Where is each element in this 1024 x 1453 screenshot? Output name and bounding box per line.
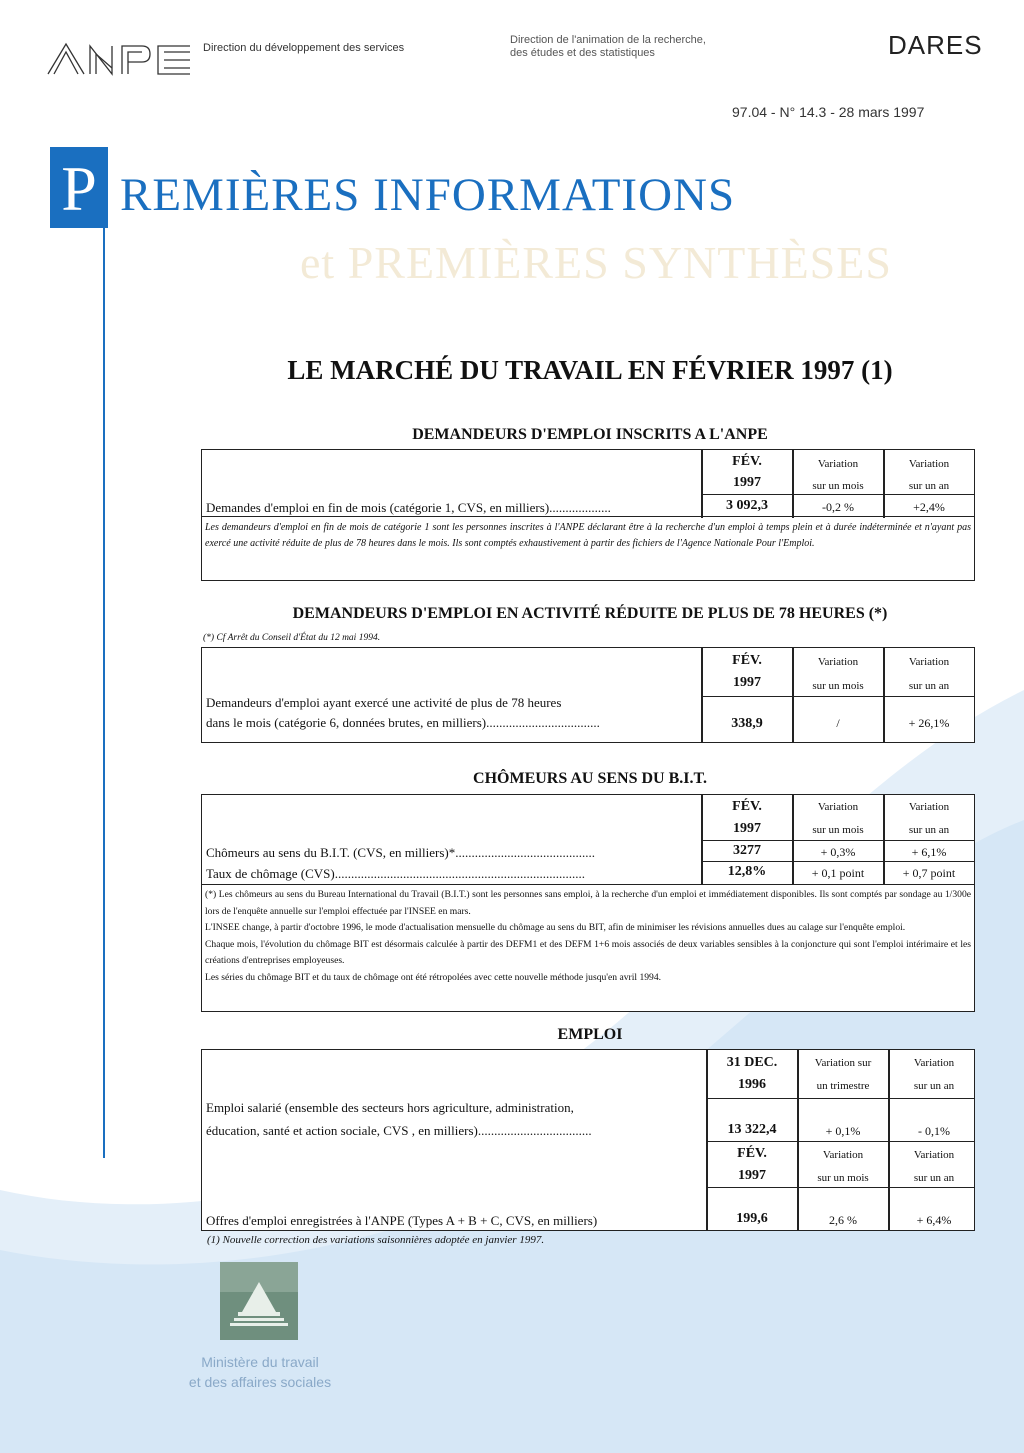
s2-col-var2-l2: sur un an bbox=[908, 680, 950, 692]
s4a-col-var2-l2: sur un an bbox=[913, 1080, 955, 1092]
s4a-row-value: 13 322,4 bbox=[727, 1122, 777, 1137]
s1-note: Les demandeurs d'emploi en fin de mois de catégorie 1 sont les personnes inscrites à l'ANPE déclarant être à la recherche d'un emploi à temps plein et à durée indéterminée et n'ayant pas exercé une activité réduite de plus de 78 heures dans le mois. Ils sont comptés exhaustivement à partir des fichiers de l'Agence Nationale Pour l'Emploi. bbox=[205, 522, 971, 549]
section4-table bbox=[201, 1049, 975, 1231]
s4a-col-var1-l2: un trimestre bbox=[816, 1080, 870, 1092]
anpe-logo bbox=[46, 40, 192, 78]
s4b-col-var1-l1: Variation bbox=[822, 1149, 864, 1161]
section2-title: DEMANDEURS D'EMPLOI EN ACTIVITÉ RÉDUITE DE PLUS DE 78 HEURES (*) bbox=[292, 605, 888, 622]
s1-row-var-year: +2,4% bbox=[913, 500, 945, 514]
masthead-initial-block: P bbox=[50, 147, 108, 228]
section1-table bbox=[201, 449, 975, 581]
s2-col-period-l2: 1997 bbox=[733, 675, 761, 690]
s3-col-var2-l2: sur un an bbox=[908, 824, 950, 836]
s3-col-var1-l2: sur un mois bbox=[812, 824, 864, 836]
section4-title: EMPLOI bbox=[557, 1026, 623, 1043]
dares-division-line2: des études et des statistiques bbox=[510, 47, 655, 59]
masthead-subtitle: et PREMIÈRES SYNTHÈSES bbox=[300, 237, 892, 288]
s3-row2-var-month: + 0,1 point bbox=[811, 866, 865, 880]
s4b-row-var2: + 6,4% bbox=[916, 1213, 952, 1227]
anpe-division: Direction du développement des services bbox=[203, 42, 405, 54]
s1-col-period-l2: 1997 bbox=[733, 475, 761, 490]
s4b-row-value: 199,6 bbox=[736, 1211, 768, 1226]
s3-note-l1: (*) Les chômeurs au sens du Bureau International du Travail (B.I.T.) sont les personnes sans emploi, à la recherche d'un emploi et immédiatement disponibles. Ils sont comptés par sondage au 1/300e lors de l'enquête annuelle sur l'emploi effectuée par l'INSEE en mars. bbox=[205, 889, 971, 917]
s2-row-label-l1: Demandeurs d'emploi ayant exercé une activité de plus de 78 heures bbox=[206, 695, 562, 710]
s4a-row-var1: + 0,1% bbox=[825, 1124, 861, 1138]
s3-row1-var-month: + 0,3% bbox=[820, 845, 856, 859]
s4a-row-label-l1: Emploi salarié (ensemble des secteurs hors agriculture, administration, bbox=[206, 1100, 574, 1115]
dares-division-line1: Direction de l'animation de la recherche, bbox=[510, 34, 706, 46]
s3-row2-value: 12,8% bbox=[727, 864, 767, 879]
s1-col-var2-l2: sur un an bbox=[908, 480, 950, 492]
ministry-name bbox=[160, 1352, 360, 1392]
s3-row2-label: Taux de chômage (CVS)............................................................................. bbox=[206, 866, 585, 881]
section2-table bbox=[201, 647, 975, 743]
s3-note-l4: Les séries du chômage BIT et du taux de chômage ont été rétropolées avec cette nouvelle méthode jusqu'en avril 1994. bbox=[205, 971, 662, 983]
s3-row2-var-year: + 0,7 point bbox=[902, 866, 956, 880]
dares-label: DARES bbox=[888, 30, 983, 60]
s3-col-var2-l1: Variation bbox=[908, 801, 950, 813]
publication-ref: 97.04 - N° 14.3 - 28 mars 1997 bbox=[732, 104, 925, 120]
ministry-logo bbox=[220, 1262, 298, 1340]
s2-row-label-l2: dans le mois (catégorie 6, données brutes, en milliers)................................... bbox=[206, 715, 600, 730]
s1-row-label: Demandes d'emploi en fin de mois (catégorie 1, CVS, en milliers)................... bbox=[206, 500, 611, 515]
s2-col-var2-l1: Variation bbox=[908, 656, 950, 668]
s3-note bbox=[205, 887, 971, 987]
masthead-rule bbox=[103, 228, 105, 1158]
s1-col-var1-l2: sur un mois bbox=[812, 480, 864, 492]
s3-note-l3: Chaque mois, l'évolution du chômage BIT est désormais calculée à partir des DEFM1 et des DEFM 1+6 mois associés de deux variables sensibles à la conjoncture qui sont l'emploi intérimaire et les créations d'entreprises employeuses. bbox=[205, 938, 971, 967]
s2-footnote: (*) Cf Arrêt du Conseil d'État du 12 mai 1994. bbox=[203, 633, 381, 643]
s2-row-var-year: + 26,1% bbox=[908, 716, 950, 730]
s4a-row-label-l2: éducation, santé et action sociale, CVS , en milliers)................................... bbox=[206, 1123, 592, 1138]
s4a-col-period-l1: 31 DEC. bbox=[726, 1055, 778, 1070]
section1-title: DEMANDEURS D'EMPLOI INSCRITS A L'ANPE bbox=[412, 426, 768, 443]
s3-row1-var-year: + 6,1% bbox=[911, 845, 947, 859]
s4b-col-var2-l2: sur un an bbox=[913, 1172, 955, 1184]
s1-row-value: 3 092,3 bbox=[726, 498, 768, 513]
s4b-row-label: Offres d'emploi enregistrées à l'ANPE (Types A + B + C, CVS, en milliers) bbox=[206, 1213, 598, 1228]
s4a-col-var2-l1: Variation bbox=[913, 1057, 955, 1069]
s4b-col-var1-l2: sur un mois bbox=[817, 1172, 869, 1184]
ministry-name-l1: Ministère du travail bbox=[201, 1354, 319, 1370]
s4a-col-var1-l1: Variation sur bbox=[814, 1057, 872, 1069]
section3-title: CHÔMEURS AU SENS DU B.I.T. bbox=[473, 770, 707, 787]
s4a-col-period-l2: 1996 bbox=[738, 1077, 766, 1092]
s1-col-var2-l1: Variation bbox=[908, 458, 950, 470]
s4b-row-var1: 2,6 % bbox=[829, 1213, 857, 1227]
s3-col-period-l1: FÉV. bbox=[732, 799, 762, 814]
s2-col-var1-l1: Variation bbox=[817, 656, 859, 668]
s4b-col-var2-l1: Variation bbox=[913, 1149, 955, 1161]
section3-table bbox=[201, 794, 975, 1012]
s4b-col-period-l2: 1997 bbox=[738, 1168, 766, 1183]
s3-col-period-l2: 1997 bbox=[733, 821, 761, 836]
s4b-col-period-l1: FÉV. bbox=[737, 1146, 767, 1161]
s4-footnote: (1) Nouvelle correction des variations saisonnières adoptée en janvier 1997. bbox=[207, 1234, 545, 1246]
s1-row-var-month: -0,2 % bbox=[822, 500, 854, 514]
masthead-title: REMIÈRES INFORMATIONS bbox=[120, 169, 736, 221]
s2-row-value: 338,9 bbox=[731, 716, 763, 731]
s2-row-var-month: / bbox=[836, 716, 840, 730]
s3-note-l2: L'INSEE change, à partir d'octobre 1996, le mode d'actualisation mensuelle du chômage au sens du BIT, afin de minimiser les révisions annuelles dues au calage sur l'enquête emploi. bbox=[205, 922, 906, 934]
ministry-name-l2: et des affaires sociales bbox=[188, 1374, 332, 1390]
s2-col-period-l1: FÉV. bbox=[732, 653, 762, 668]
s1-col-period-l1: FÉV. bbox=[732, 454, 762, 469]
s3-row1-value: 3277 bbox=[733, 843, 761, 858]
s3-row1-label: Chômeurs au sens du B.I.T. (CVS, en milliers)*........................................... bbox=[206, 845, 596, 860]
main-title: LE MARCHÉ DU TRAVAIL EN FÉVRIER 1997 (1) bbox=[287, 355, 893, 385]
s4a-row-var2: - 0,1% bbox=[918, 1124, 950, 1138]
s3-col-var1-l1: Variation bbox=[817, 801, 859, 813]
s2-col-var1-l2: sur un mois bbox=[812, 680, 864, 692]
s1-col-var1-l1: Variation bbox=[817, 458, 859, 470]
